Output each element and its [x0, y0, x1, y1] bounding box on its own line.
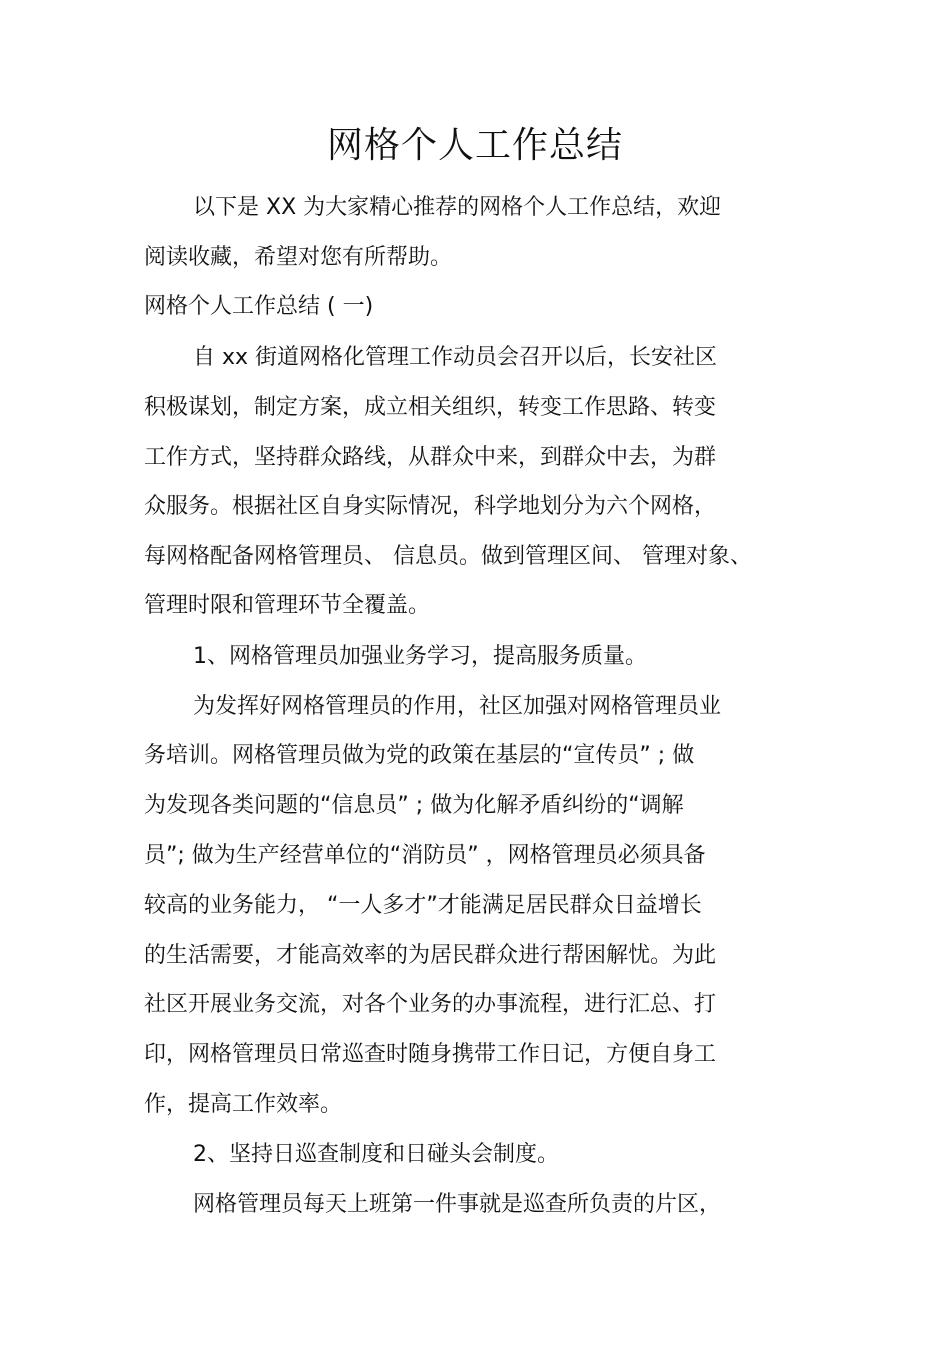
paragraph-line: 员”; 做为生产经营单位的“消防员” ，网格管理员必须具备: [144, 843, 706, 868]
paragraph-line: 社区开展业务交流，对各个业务的办事流程，进行汇总、打: [144, 992, 717, 1017]
paragraph-line: 印，网格管理员日常巡查时随身携带工作日记，方便自身工: [144, 1042, 717, 1067]
paragraph-line: 管理时限和管理环节全覆盖。: [144, 593, 431, 618]
numbered-heading: 1、网格管理员加强业务学习，提高服务质量。: [193, 644, 647, 669]
paragraph-line: 网格管理员每天上班第一件事就是巡查所负责的片区，: [193, 1192, 722, 1217]
paragraph-line: 的生活需要，才能高效率的为居民群众进行帮困解忧。为此: [144, 943, 717, 968]
paragraph-line: 积极谋划，制定方案，成立相关组织，转变工作思路、转变: [144, 395, 717, 420]
paragraph-line: 阅读收藏，希望对您有所帮助。: [144, 245, 453, 270]
paragraph-line: 为发挥好网格管理员的作用，社区加强对网格管理员业: [193, 694, 722, 719]
paragraph-line: 为发现各类问题的“信息员” ; 做为化解矛盾纠纷的“调解: [144, 793, 684, 818]
section-heading: 网格个人工作总结 ( 一): [144, 294, 374, 319]
paragraph-line: 自 xx 街道网格化管理工作动员会召开以后，长安社区: [193, 345, 718, 370]
paragraph-line: 作，提高工作效率。: [144, 1092, 343, 1117]
paragraph-line: 以下是 XX 为大家精心推荐的网格个人工作总结，欢迎: [193, 195, 722, 220]
numbered-heading: 2、坚持日巡查制度和日碰头会制度。: [193, 1142, 559, 1167]
document-title: 网格个人工作总结: [326, 125, 623, 166]
paragraph-line: 较高的业务能力， “一人多才”才能满足居民群众日益增长: [144, 893, 702, 918]
paragraph-line: 务培训。网格管理员做为党的政策在基层的“宣传员” ; 做: [144, 743, 695, 768]
paragraph-line: 众服务。根据社区自身实际情况，科学地划分为六个网格，: [144, 494, 717, 519]
paragraph-line: 工作方式，坚持群众路线，从群众中来，到群众中去，为群: [144, 445, 717, 470]
paragraph-line: 每网格配备网格管理员、 信息员。做到管理区间、 管理对象、: [144, 544, 752, 569]
